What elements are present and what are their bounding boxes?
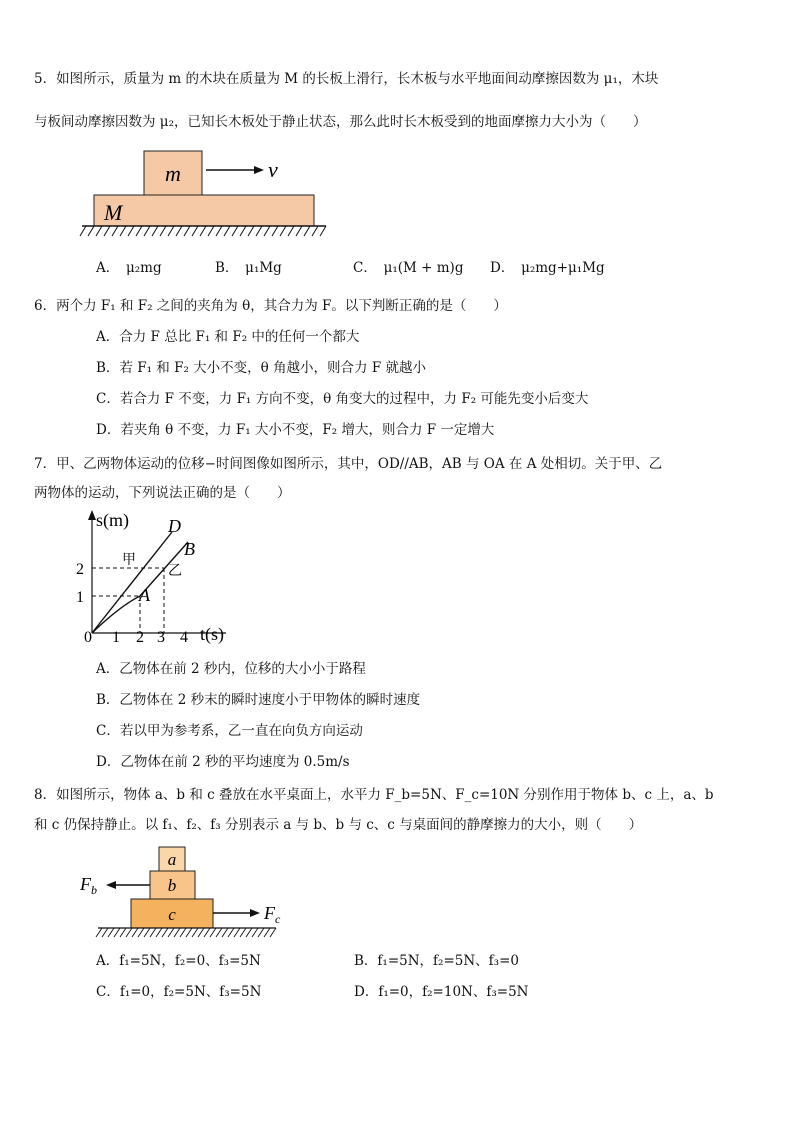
q5-option-c: C． μ₁(M + m)g	[353, 260, 464, 276]
block-b-label: b	[167, 876, 177, 895]
q7-option-d: D．乙物体在前 2 秒的平均速度为 0.5m/s	[96, 754, 350, 770]
x-tick-2: 2	[136, 629, 144, 646]
q5-option-a: A． μ₂mg	[96, 260, 162, 276]
q7-option-c: C．若以甲为参考系，乙一直在向负方向运动	[96, 723, 363, 739]
q5-stem-line2: 与板间动摩擦因数为 μ₂，已知长木板处于静止状态，那么此时长木板受到的地面摩擦力大小为（ ）	[34, 114, 647, 130]
velocity-label: v	[268, 157, 278, 182]
q8-stem-line2: 和 c 仍保持静止。以 f₁、f₂、f₃ 分别表示 a 与 b、b 与 c、c 与桌面间的静摩擦力的大小，则（ ）	[34, 817, 643, 833]
q5-stem-line1: 5．如图所示，质量为 m 的木块在质量为 M 的长板上滑行，长木板与水平地面间动摩擦因数为 μ₁，木块	[34, 71, 659, 87]
origin-label: 0	[84, 629, 92, 646]
y-tick-2: 2	[76, 561, 84, 578]
block-M	[94, 195, 314, 226]
block-m-label: m	[165, 161, 181, 186]
x-tick-3: 3	[157, 629, 165, 646]
force-Fb-symbol: F	[80, 874, 91, 894]
q6-option-a: A．合力 F 总比 F₁ 和 F₂ 中的任何一个都大	[96, 329, 360, 345]
label-B: B	[184, 539, 195, 559]
q5-option-b: B． μ₁Mg	[215, 260, 282, 276]
q8-option-d: D．f₁=0，f₂=10N、f₃=5N	[354, 984, 529, 1000]
table-hatch	[96, 928, 276, 937]
y-axis-arrow	[88, 510, 96, 520]
force-Fb-subscript: b	[91, 883, 97, 897]
q6-stem: 6．两个力 F₁ 和 F₂ 之间的夹角为 θ，其合力为 F。以下判断正确的是（ ）	[34, 298, 507, 314]
q7-graph	[76, 508, 246, 648]
block-a-label: a	[167, 850, 177, 869]
force-Fc-symbol: F	[264, 903, 275, 923]
q6-option-b: B．若 F₁ 和 F₂ 大小不变，θ 角越小，则合力 F 就越小	[96, 360, 427, 376]
force-Fb-label	[79, 874, 97, 897]
block-c-label: c	[168, 905, 176, 924]
label-yi: 乙	[168, 563, 182, 579]
block-M-label: M	[104, 200, 123, 225]
force-Fb-arrowhead	[106, 881, 116, 889]
q8-option-a: A．f₁=5N，f₂=0、f₃=5N	[96, 953, 261, 969]
q7-option-a: A．乙物体在前 2 秒内，位移的大小小于路程	[96, 661, 366, 677]
force-Fc-label	[263, 903, 281, 926]
x-tick-4: 4	[180, 629, 188, 646]
line-OD	[92, 532, 172, 633]
q7-stem-line2: 两物体的运动，下列说法正确的是（ ）	[34, 485, 291, 501]
q8-stem-line1: 8．如图所示，物体 a、b 和 c 叠放在水平桌面上，水平力 F_b=5N、F_c=10N 分别作用于物体 b、c 上，a、b	[34, 787, 714, 803]
x-tick-1: 1	[112, 629, 120, 646]
q5-figure	[78, 150, 338, 240]
q7-option-b: B．乙物体在 2 秒末的瞬时速度小于甲物体的瞬时速度	[96, 692, 421, 708]
q8-option-b: B．f₁=5N，f₂=5N、f₃=0	[354, 953, 519, 969]
q7-stem-line1: 7．甲、乙两物体运动的位移−时间图像如图所示，其中，OD//AB，AB 与 OA 在 A 处相切。关于甲、乙	[34, 456, 663, 472]
q8-option-c: C．f₁=0，f₂=5N、f₃=5N	[96, 984, 262, 1000]
q8-figure	[76, 843, 296, 943]
x-axis-label: t(s)	[200, 624, 224, 644]
y-tick-1: 1	[76, 589, 84, 606]
ground-hatch	[80, 226, 326, 236]
q6-option-c: C．若合力 F 不变，力 F₁ 方向不变，θ 角变大的过程中，力 F₂ 可能先变小后变大	[96, 391, 589, 407]
label-D: D	[168, 516, 181, 536]
q5-option-d: D． μ₂mg+μ₁Mg	[490, 260, 605, 276]
velocity-arrowhead	[254, 166, 264, 174]
y-axis-label: s(m)	[96, 510, 129, 530]
q6-option-d: D．若夹角 θ 不变，力 F₁ 大小不变，F₂ 增大，则合力 F 一定增大	[96, 422, 495, 438]
label-A: A	[139, 585, 150, 605]
force-Fc-subscript: c	[275, 912, 281, 926]
label-jia: 甲	[122, 552, 136, 568]
force-Fc-arrowhead	[250, 909, 260, 917]
